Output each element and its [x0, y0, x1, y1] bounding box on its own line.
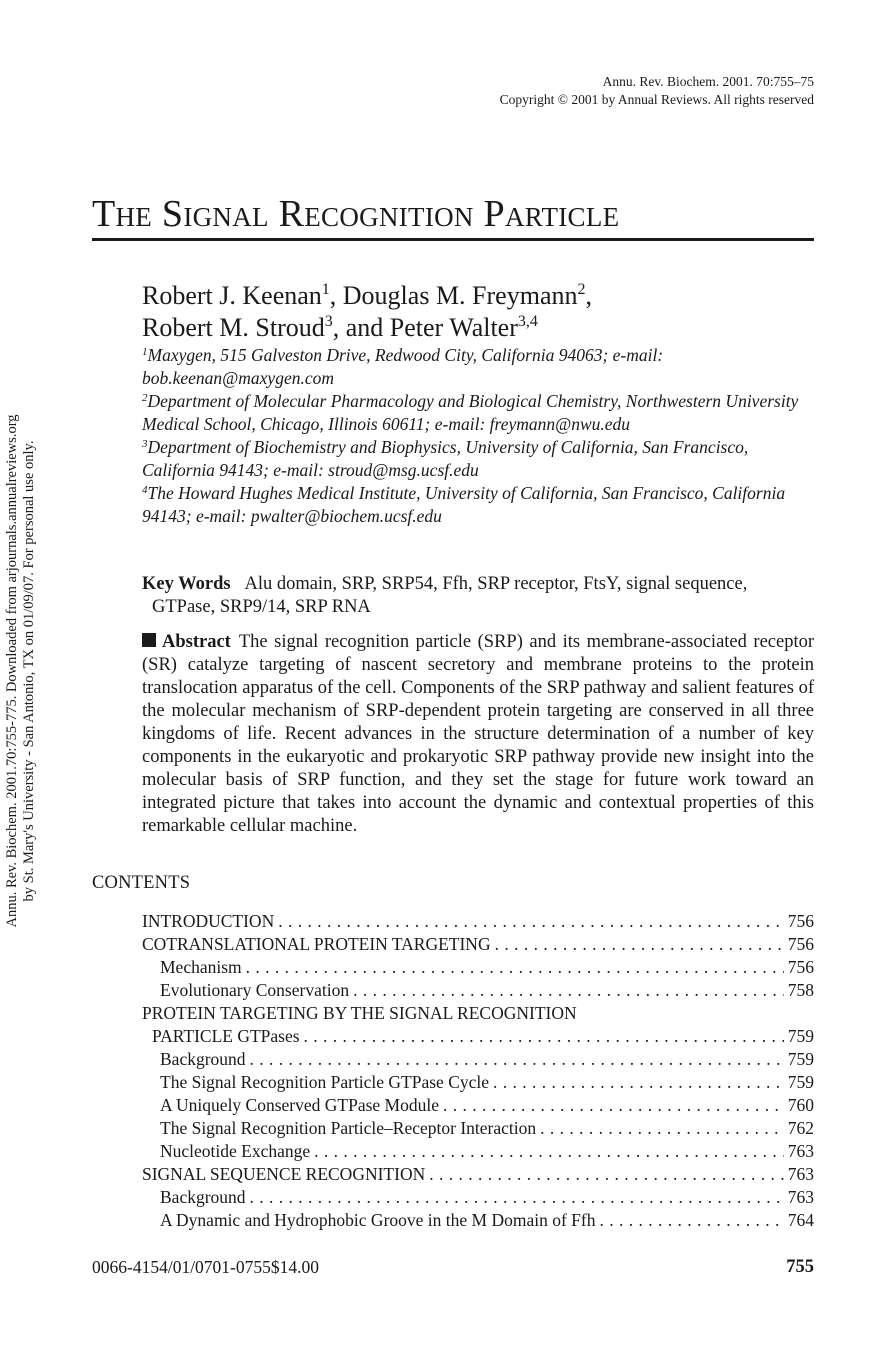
toc-leader-dots [599, 1209, 783, 1232]
affiliation [142, 482, 814, 528]
toc-entry-page: 762 [787, 1118, 814, 1138]
toc-leader-dots [493, 1071, 784, 1094]
toc-entry[interactable] [142, 1094, 814, 1117]
toc-leader-dots [353, 979, 784, 1002]
author-list [142, 280, 814, 344]
abstract-label: Abstract [162, 632, 231, 652]
toc-entry-page: 763 [787, 1187, 814, 1207]
toc-entry-label: COTRANSLATIONAL PROTEIN TARGETING [142, 934, 491, 954]
download-notice-sidebar [4, 375, 42, 967]
toc-entry-page: 760 [787, 1095, 814, 1115]
toc-entry[interactable] [142, 1163, 814, 1186]
toc-entry[interactable] [142, 1025, 814, 1048]
toc-leader-dots [278, 910, 784, 933]
toc-leader-dots [314, 1140, 784, 1163]
abstract-bullet-icon [142, 633, 156, 647]
toc-entry[interactable] [142, 1071, 814, 1094]
author-name: Peter Walter [389, 313, 518, 342]
toc-entry-label: PROTEIN TARGETING BY THE SIGNAL RECOGNITION [142, 1003, 577, 1023]
toc-entry-label: Mechanism [160, 957, 242, 977]
toc-leader-dots [540, 1117, 784, 1140]
affiliation-text: Maxygen, 515 Galveston Drive, Redwood City, California 94063; e-mail: bob.keenan@maxygen.com [142, 345, 664, 388]
journal-citation: Annu. Rev. Biochem. 2001. 70:755–75 [602, 74, 814, 89]
toc-entry-label: The Signal Recognition Particle–Receptor Interaction [160, 1118, 537, 1138]
download-notice-line-1: Annu. Rev. Biochem. 2001.70:755-775. Downloaded from arjournals.annualreviews.org [4, 414, 20, 928]
keywords-section [142, 573, 814, 619]
author-name: Douglas M. Freymann [342, 281, 578, 310]
toc-entry[interactable] [142, 956, 814, 979]
affiliation-text: Department of Biochemistry and Biophysics, University of California, San Francisco, California 94143; e-mail: stroud@msg.ucsf.edu [142, 437, 749, 480]
affiliation-mark: 2 [142, 392, 148, 404]
toc-entry-page: 764 [787, 1210, 814, 1230]
toc-entry[interactable] [142, 933, 814, 956]
toc-entry-label: Nucleotide Exchange [160, 1141, 311, 1161]
keywords-line-1: Alu domain, SRP, SRP54, Ffh, SRP receptor, FtsY, signal sequence, [244, 574, 748, 594]
toc-entry[interactable] [142, 1209, 814, 1232]
toc-entry[interactable] [142, 910, 814, 933]
copyright-notice: Copyright © 2001 by Annual Reviews. All rights reserved [499, 92, 814, 107]
toc-entry-label: The Signal Recognition Particle GTPase Cycle [160, 1072, 490, 1092]
journal-header [500, 73, 814, 109]
toc-leader-dots [429, 1163, 784, 1186]
contents-heading: CONTENTS [92, 873, 191, 893]
affiliation [142, 390, 814, 436]
abstract-section [142, 631, 814, 838]
toc-leader-dots [495, 933, 784, 956]
toc-entry[interactable] [142, 1140, 814, 1163]
toc-entry-label: Background [160, 1187, 246, 1207]
toc-leader-dots [250, 1186, 784, 1209]
article-title: The Signal Recognition Particle [92, 193, 620, 235]
affiliation-mark: 1 [142, 346, 148, 358]
abstract-text: The signal recognition particle (SRP) and its membrane-associated receptor (SR) catalyze targeting of nascent secretory and membrane proteins to the protein translocation apparatus of the cell. Components of the SRP pathway and salient features of the molecular mechanism of SRP-dependent protein targeting are conserved in all three kingdoms of life. Recent advances in the structure determination of a number of key components in the eukaryotic and prokaryotic SRP pathway provide new insight into the molecular basis of SRP function, and they set the stage for future work toward an integrated picture that takes into account the dynamic and contextual properties of this remarkable cellular machine. [142, 632, 814, 836]
affiliation-text: The Howard Hughes Medical Institute, University of California, San Francisco, California 94143; e-mail: pwalter@biochem.ucsf.edu [142, 483, 786, 526]
toc-leader-dots [250, 1048, 784, 1071]
toc-entry-page: 763 [787, 1164, 814, 1184]
toc-entry[interactable] [142, 1186, 814, 1209]
author-line-2 [142, 312, 814, 344]
author-separator: , and [332, 313, 390, 342]
toc-entry-page: 759 [787, 1049, 814, 1069]
toc-leader-dots [246, 956, 784, 979]
toc-entry-label: PARTICLE GTPases [152, 1026, 300, 1046]
toc-entry-page: 759 [787, 1026, 814, 1046]
title-rule [92, 238, 814, 241]
toc-entry-page: 758 [787, 980, 814, 1000]
article-code: 0066-4154/01/0701-0755$14.00 [92, 1257, 320, 1277]
toc-entry[interactable] [142, 1117, 814, 1140]
toc-entry-label: Evolutionary Conservation [160, 980, 350, 1000]
affiliation-mark: 4 [142, 484, 148, 496]
toc-entry[interactable] [142, 1002, 814, 1025]
toc-entry-label: INTRODUCTION [142, 911, 275, 931]
toc-entry[interactable] [142, 1048, 814, 1071]
affiliation-text: Department of Molecular Pharmacology and Biological Chemistry, Northwestern University Medical School, Chicago, Illinois 60611; e-mail: freymann@nwu.edu [142, 391, 799, 434]
author-separator: , [585, 281, 592, 310]
toc-entry[interactable] [142, 979, 814, 1002]
author-affiliation-mark: 1 [321, 281, 330, 298]
affiliation [142, 436, 814, 482]
author-affiliation-mark: 2 [577, 281, 586, 298]
toc-leader-dots [443, 1094, 784, 1117]
affiliation-mark: 3 [142, 438, 148, 450]
download-notice-line-2: by St. Mary's University - San Antonio, TX on 01/09/07. For personal use only. [21, 440, 37, 902]
toc-entry-page: 759 [787, 1072, 814, 1092]
page-number: 755 [786, 1257, 814, 1277]
toc-entry-page: 756 [787, 957, 814, 977]
affiliation [142, 344, 814, 390]
affiliation-list [142, 344, 814, 528]
table-of-contents [142, 910, 814, 1232]
keywords-line-2: GTPase, SRP9/14, SRP RNA [152, 597, 371, 617]
author-name: Robert J. Keenan [142, 281, 322, 310]
toc-entry-page: 756 [787, 911, 814, 931]
author-line-1 [142, 280, 814, 312]
toc-entry-label: Background [160, 1049, 246, 1069]
author-affiliation-mark: 3,4 [517, 313, 538, 330]
toc-entry-label: SIGNAL SEQUENCE RECOGNITION [142, 1164, 426, 1184]
toc-entry-label: A Dynamic and Hydrophobic Groove in the M Domain of Ffh [160, 1210, 596, 1230]
toc-entry-label: A Uniquely Conserved GTPase Module [160, 1095, 439, 1115]
author-affiliation-mark: 3 [324, 313, 333, 330]
toc-entry-page: 756 [787, 934, 814, 954]
keywords-label: Key Words [142, 574, 231, 594]
toc-leader-dots [304, 1025, 784, 1048]
author-separator: , [329, 281, 343, 310]
toc-entry-page: 763 [787, 1141, 814, 1161]
author-name: Robert M. Stroud [142, 313, 325, 342]
